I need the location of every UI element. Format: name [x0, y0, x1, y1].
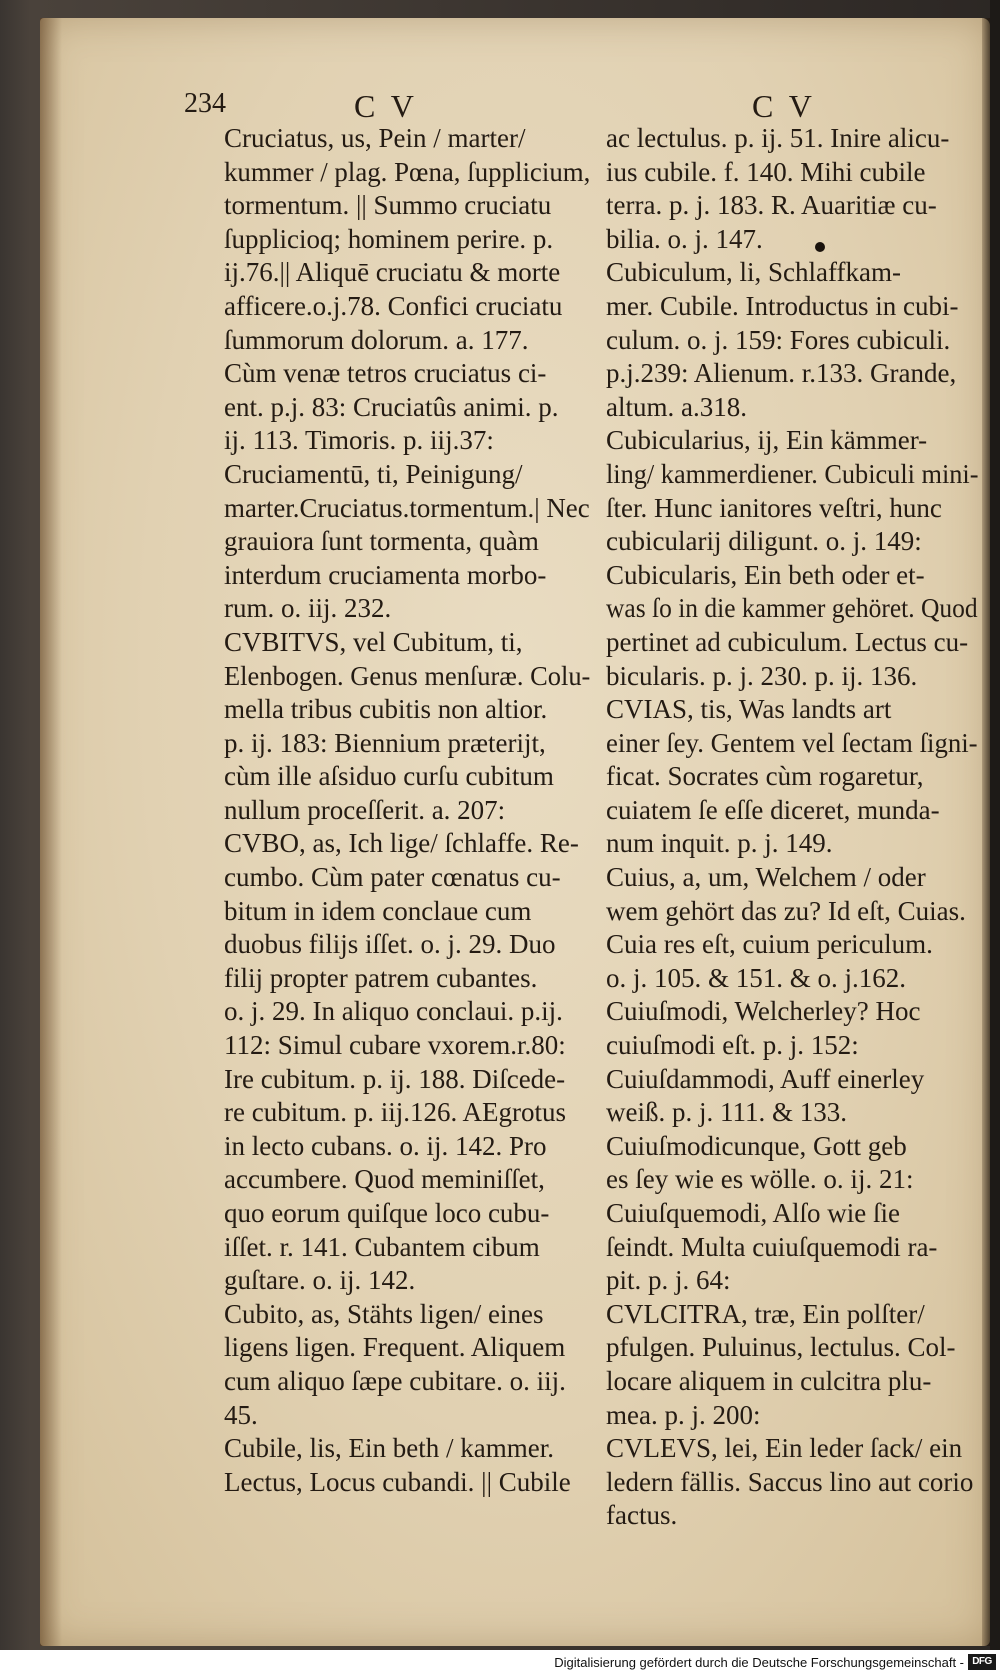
footer-bar	[0, 1650, 1000, 1676]
left-column-line: re cubitum. p. iij.126. AEgrotus	[224, 1097, 566, 1128]
right-column-line: Cuiuſmodi, Welcherley? Hoc	[606, 996, 921, 1027]
right-column-line: pfulgen. Puluinus, lectulus. Col-	[606, 1332, 956, 1363]
left-column-line: cumbo. Cùm pater cœnatus cu-	[224, 862, 561, 893]
left-column-line: afficere.o.j.78. Confici cruciatu	[224, 290, 563, 321]
right-column-line: Cubicularius, ij, Ein kämmer-	[606, 425, 928, 456]
right-column-line: Cuius, a, um, Welchem / oder	[606, 862, 926, 893]
right-column-line: es ſey wie es wölle. o. ij. 21:	[606, 1164, 914, 1195]
left-column-line: ligens ligen. Frequent. Aliquem	[224, 1332, 566, 1363]
right-column-line: p.j.239: Alienum. r.133. Grande,	[606, 358, 957, 389]
right-column-line: cuiuſmodi eſt. p. j. 152:	[606, 1030, 859, 1061]
right-column-line: ledern fällis. Saccus lino aut corio	[606, 1466, 974, 1497]
running-head-right: C V	[752, 88, 816, 124]
left-column-line: Ire cubitum. p. ij. 188. Diſcede-	[224, 1063, 566, 1094]
right-column-line: mer. Cubile. Introductus in cubi-	[606, 290, 959, 321]
page-edge-shadow	[982, 18, 990, 1646]
left-column-line: nullum proceſſerit. a. 207:	[224, 794, 506, 825]
left-column-line: Cubile, lis, Ein beth / kammer.	[224, 1433, 554, 1464]
left-column-line: cum aliquo ſæpe cubitare. o. iij.	[224, 1365, 566, 1396]
right-column-line: ac lectulus. p. ij. 51. Inire alicu-	[606, 123, 950, 153]
left-column-line: ſupplicioq; hominem perire. p.	[224, 223, 554, 254]
left-column-line: rum. o. iij. 232.	[224, 593, 392, 624]
right-column-line: Cuia res eſt, cuium periculum.	[606, 929, 933, 960]
left-column-line: Lectus, Locus cubandi. || Cubile	[224, 1466, 571, 1497]
left-column-line: iſſet. r. 141. Cubantem cibum	[224, 1231, 540, 1262]
right-column-line: bilia. o. j. 147.	[606, 223, 763, 254]
left-column-line: cùm ille aſsiduo curſu cubitum	[224, 761, 554, 792]
left-column-line: interdum cruciamenta morbo-	[224, 559, 547, 590]
right-column-line: Cuiuſquemodi, Alſo wie ſie	[606, 1198, 900, 1228]
left-column-line: marter.Cruciatus.tormentum.| Nec	[224, 492, 590, 523]
left-column-line: ſummorum dolorum. a. 177.	[224, 324, 529, 355]
left-column-line: grauiora ſunt tormenta, quàm	[224, 526, 539, 557]
left-column-line: 112: Simul cubare vxorem.r.80:	[224, 1030, 566, 1061]
right-column-line: locare aliquem in culcitra plu-	[606, 1365, 932, 1396]
right-column-line: was ſo in die kammer gehöret. Quod	[606, 593, 978, 624]
right-column-line: ficat. Socrates cùm rogaretur,	[606, 761, 924, 792]
right-column-line: Cubicularis, Ein beth oder et-	[606, 559, 925, 590]
right-column-line: CVIAS, tis, Was landts art	[606, 694, 892, 725]
left-column-line: accumbere. Quod meminiſſet,	[224, 1164, 545, 1195]
left-column-line: Cùm venæ tetros cruciatus ci-	[224, 358, 547, 389]
right-column-line: ſter. Hunc ianitores veſtri, hunc	[606, 492, 942, 523]
left-column-line: duobus filijs iſſet. o. j. 29. Duo	[224, 929, 556, 960]
dfg-logo-icon: DFG	[968, 1654, 996, 1670]
left-column-line: filij propter patrem cubantes.	[224, 962, 538, 993]
left-column-line: CVBO, as, Ich lige/ ſchlaffe. Re-	[224, 828, 579, 859]
left-column-line: p. ij. 183: Biennium præterijt,	[224, 727, 546, 758]
left-column-line: 45.	[224, 1399, 258, 1430]
running-head-left: C V	[354, 88, 418, 124]
left-column-line: tormentum. || Summo cruciatu	[224, 190, 552, 221]
page-gutter-shadow	[40, 18, 62, 1646]
right-column-line: num inquit. p. j. 149.	[606, 828, 833, 859]
left-column-line: Cubito, as, Stähts ligen/ eines	[224, 1298, 544, 1329]
left-column-line: ij.76.|| Aliquē cruciatu & morte	[224, 257, 561, 288]
left-column-line: in lecto cubans. o. ij. 142. Pro	[224, 1130, 547, 1161]
left-text-column	[224, 122, 590, 1499]
right-column-line: einer ſey. Gentem vel ſectam ſigni-	[606, 727, 978, 758]
left-column-line: ij. 113. Timoris. p. iij.37:	[224, 425, 494, 456]
right-column-line: Cuiuſdammodi, Auff einerley	[606, 1063, 925, 1094]
left-column-line: Cruciatus, us, Pein / marter/	[224, 123, 526, 153]
right-text-column	[606, 122, 978, 1533]
funding-credit: Digitalisierung gefördert durch die Deutsche Forschungsgemeinschaft -	[554, 1655, 964, 1670]
right-column-line: bicularis. p. j. 230. p. ij. 136.	[606, 660, 918, 691]
right-column-line: CVLCITRA, træ, Ein polſter/	[606, 1298, 925, 1329]
right-column-line: weiß. p. j. 111. & 133.	[606, 1097, 847, 1128]
right-column-line: ling/ kammerdiener. Cubiculi mini-	[606, 458, 979, 489]
right-column-line: terra. p. j. 183. R. Auaritiæ cu-	[606, 190, 937, 221]
left-column-line: o. j. 29. In aliquo conclaui. p.ij.	[224, 996, 563, 1027]
right-column-line: pertinet ad cubiculum. Lectus cu-	[606, 626, 969, 657]
left-column-line: Elenbogen. Genus menſuræ. Colu-	[224, 660, 591, 691]
left-column-line: Cruciamentū, ti, Peinigung/	[224, 458, 523, 489]
right-column-line: CVLEVS, lei, Ein leder ſack/ ein	[606, 1433, 963, 1464]
right-column-line: altum. a.318.	[606, 391, 747, 422]
left-column-line: guſtare. o. ij. 142.	[224, 1265, 416, 1296]
right-column-line: cubicularij diligunt. o. j. 149:	[606, 526, 922, 557]
right-column-line: wem gehört das zu? Id eſt, Cuias.	[606, 895, 966, 926]
right-column-line: ſeindt. Multa cuiuſquemodi ra-	[606, 1231, 938, 1262]
right-column-line: o. j. 105. & 151. & o. j.162.	[606, 962, 907, 993]
left-column-line: bitum in idem conclaue cum	[224, 895, 532, 926]
left-column-line: quo eorum quiſque loco cubu-	[224, 1198, 550, 1228]
right-column-line: Cuiuſmodicunque, Gott geb	[606, 1130, 907, 1161]
right-column-line: ius cubile. f. 140. Mihi cubile	[606, 156, 926, 187]
left-column-line: ent. p.j. 83: Cruciatûs animi. p.	[224, 391, 559, 422]
right-column-line: mea. p. j. 200:	[606, 1399, 761, 1430]
page-number: 234	[184, 88, 226, 119]
left-column-line: kummer / plag. Pœna, ſupplicium,	[224, 156, 591, 187]
left-column-line: CVBITVS, vel Cubitum, ti,	[224, 626, 523, 657]
right-column-line: factus.	[606, 1500, 678, 1531]
scan-right-strip	[990, 0, 1000, 1650]
left-column-line: mella tribus cubitis non altior.	[224, 694, 548, 725]
right-column-line: Cubiculum, li, Schlaffkam-	[606, 257, 901, 288]
right-column-line: pit. p. j. 64:	[606, 1265, 731, 1296]
right-column-line: cuiatem ſe eſſe diceret, munda-	[606, 794, 940, 825]
right-column-line: culum. o. j. 159: Fores cubiculi.	[606, 324, 951, 355]
